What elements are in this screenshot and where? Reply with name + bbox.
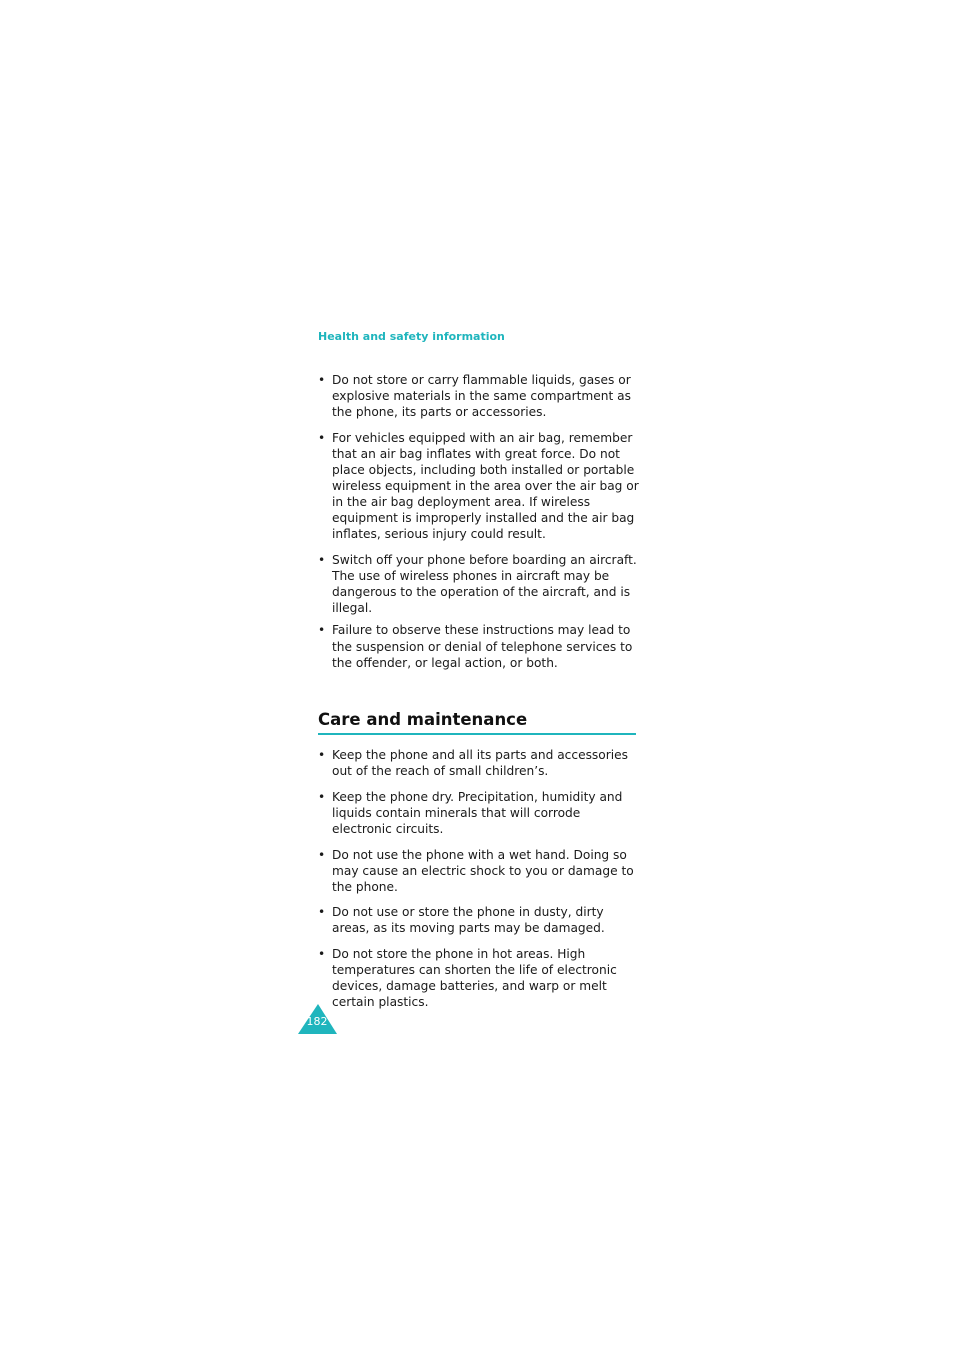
page-marker (298, 1004, 338, 1035)
care-heading: Care and maintenance (318, 710, 528, 729)
list-item: • Switch off your phone before boarding an aircraft. The use of wireless phones in aircraft may be dangerous to the operation of the aircraft, and is illegal. (318, 552, 640, 616)
list-item: • Keep the phone and all its parts and accessories out of the reach of small children’s. (318, 747, 640, 779)
safety-bullet-list (318, 372, 640, 672)
list-item: • Failure to observe these instructions may lead to the suspension or denial of telephone services to the offender, or legal action, or both. (318, 622, 640, 672)
care-bullet-list (318, 747, 640, 1010)
list-item: • Do not use the phone with a wet hand. Doing so may cause an electric shock to you or damage to the phone. (318, 847, 640, 895)
list-item: • Do not store the phone in hot areas. High temperatures can shorten the life of electronic devices, damage batteries, and warp or melt certain plastics. (318, 946, 640, 1010)
list-item: • Do not use or store the phone in dusty, dirty areas, as its moving parts may be damaged. (318, 904, 640, 936)
section-header: Health and safety information (318, 330, 505, 343)
list-item: • Keep the phone dry. Precipitation, humidity and liquids contain minerals that will corrode electronic circuits. (318, 789, 640, 837)
list-item: • For vehicles equipped with an air bag, remember that an air bag inflates with great force. Do not place objects, including both installed or portable wireless equipment in the area over the air bag or in the air bag deployment area. If wireless equipment is improperly installed and the air bag inflates, serious injury could result. (318, 430, 640, 542)
list-item: • Do not store or carry flammable liquids, gases or explosive materials in the same compartment as the phone, its parts or accessories. (318, 372, 640, 420)
page-number: 182 (306, 1015, 328, 1028)
heading-rule (318, 733, 636, 735)
